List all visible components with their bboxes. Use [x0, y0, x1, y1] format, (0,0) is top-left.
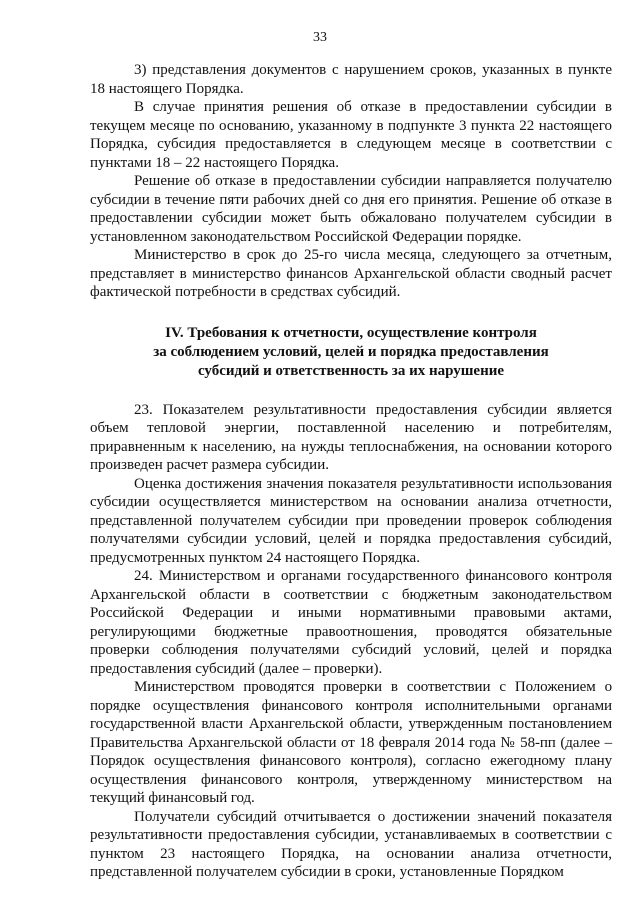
section-heading-line: субсидий и ответственность за их нарушение [197, 362, 505, 379]
section-heading [90, 324, 612, 381]
page-number: 33 [313, 30, 327, 45]
document-body [90, 61, 612, 882]
paragraph-item-3: 3) представления документов с нарушением сроков, указанных в пункте 18 настоящего Порядка. [90, 62, 612, 97]
section-heading-line: IV. Требования к отчетности, осуществление контроля [165, 324, 537, 341]
paragraph-evaluation: Оценка достижения значения показателя результативности использования субсидии осуществляется министерством на основании анализа отчетности, представленной получателем субсидии при проведении проверок соблюдения получателями субсидии условий, целей и порядка предоставления субсидий, предусмотренных пунктом 24 настоящего Порядка. [90, 475, 612, 566]
paragraph-23: 23. Показателем результативности предоставления субсидии является объем тепловой энергии, поставленной населению и потребителям, приравненным к населению, на нужды теплоснабжения, на основании которого произведен расчет размера субсидии. [90, 401, 612, 473]
paragraph-24: 24. Министерством и органами государственного финансового контроля Архангельской области в соответствии с бюджетным законодательством Российской Федерации и иными нормативными правовыми актами, регулирующими бюджетные правоотношения, проводятся обязательные проверки соблюдения получателями субсидий условий, целей и порядка предоставления субсидий (далее – проверки). [90, 568, 612, 677]
section-heading-line: за соблюдением условий, целей и порядка предоставления [153, 343, 549, 360]
paragraph-ministry-report: Министерство в срок до 25-го числа месяца, следующего за отчетным, представляет в министерство финансов Архангельской области сводный расчет фактической потребности в средствах субсидий. [90, 247, 612, 300]
paragraph-ministry-checks: Министерством проводятся проверки в соответствии с Положением о порядке осуществления финансового контроля исполнительными органами государственной власти Архангельской области, утвержденным постановлением Правительства Архангельской области от 18 февраля 2014 года № 58-пп (далее – Порядок осуществления финансового контроля), согласно ежегодному плану осуществления финансового контроля, утвержденному министерством на текущий финансовый год. [90, 679, 612, 806]
paragraph-recipients-report: Получатели субсидий отчитывается о достижении значений показателя результативности предоставления субсидии, устанавливаемых в соответствии с пунктом 23 настоящего Порядка, на основании анализа отчетности, представленной получателем субсидии в сроки, установленные Порядком [90, 808, 612, 880]
paragraph-refusal-current-month: В случае принятия решения об отказе в предоставлении субсидии в текущем месяце по основанию, указанному в подпункте 3 пункта 22 настоящего Порядка, субсидия предоставляется в следующем месяце в соответствии с пунктами 18 – 22 настоящего Порядка. [90, 99, 612, 171]
paragraph-refusal-notification: Решение об отказе в предоставлении субсидии направляется получателю субсидии в течение пяти рабочих дней со дня его принятия. Решение об отказе в предоставлении субсидии может быть обжаловано получателем субсидии в установленном законодательством Российской Федерации порядке. [90, 173, 612, 245]
